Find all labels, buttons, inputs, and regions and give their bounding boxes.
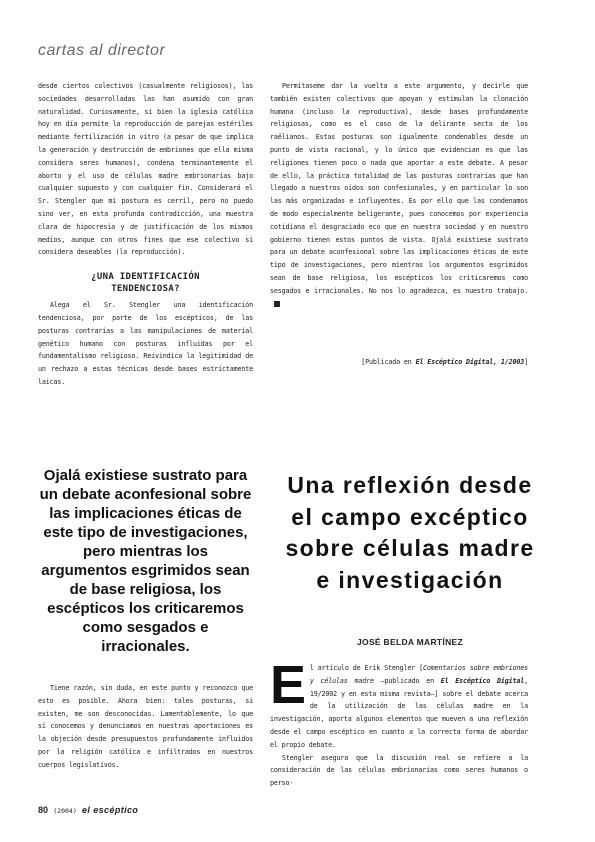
body-paragraph: Alega el Sr. Stengler una identificación tendenciosa, por parte de los escépticos, de las posturas contrarias a las manipulaciones de material genético humano con posturas influidas por el fundamentalismo religioso. Reivindica la legitimidad de un rechazo a estas técnicas desde bases estrictamente laicas.: [38, 301, 253, 386]
drop-cap: E: [270, 655, 306, 715]
citation-suffix: ]: [524, 358, 528, 366]
end-of-article-icon: [274, 301, 280, 307]
intro-source: El Escéptico Digital: [440, 676, 525, 685]
citation-source: El Escéptico Digital, 1/2003: [415, 358, 525, 366]
author-byline: JOSÉ BELDA MARTÍNEZ: [357, 637, 463, 647]
footer-year: (2004): [53, 807, 77, 815]
section-header: cartas al director: [38, 42, 166, 59]
body-paragraph: Tiene razón, sin duda, en este punto y reconozco que esto es posible. Ahora bien: tales posturas, si existen, me son desconocidas. Lamentablemente, lo que sí conocemos y denunciamos en nuestras aportaciones es la objeción desde presupuestos profundamente influidos por la religión católica e infiltrados en nuestros cuerpos legislativos.: [38, 684, 253, 769]
body-paragraph: [270, 80, 528, 310]
magazine-name: el escéptico: [82, 805, 139, 815]
left-column-top: [38, 80, 253, 389]
subheading: [38, 271, 253, 295]
citation: [270, 356, 528, 369]
body-paragraph: Stengler asegura que la discusión real se refiere a la consideración de las células embrionarias como seres humanos o perso-: [270, 753, 528, 788]
article-intro: [270, 655, 528, 752]
intro-text: , 19/2002 y en esta misma revista–] sobre el debate acerca de la utilización de las células madre en la investigación, aporta algunos elementos que mueven a una reflexión desde el campo escéptico en cuanto a la correcta forma de abordar el propio debate.: [270, 676, 528, 749]
page-number: 80: [38, 805, 49, 815]
subheading-line: ¿UNA IDENTIFICACIÓN: [91, 272, 200, 283]
citation-prefix: [Publicada en: [361, 358, 416, 366]
body-paragraph: desde ciertos colectivos (casualmente religiosos), las sociedades desarrolladas las han asumido con gran naturalidad. Curiosamente, si bien la iglesia católica hoy en día permite la reproducción de parejas estériles mediante fertilización in vitro (a pesar de que implica la generación y destrucción de embriones que ella misma considera seres humanos), condena terminantemente el aborto y el uso de células madre embrionarias bajo cualquier supuesto y con cualquier fin. Considerará el Sr. Stengler que mi postura es cerril, pero no puedo sino ver, en esta profunda contradicción, una muestra clara de hipocresía y de justificación de los mismos medios, aunque con otros fines que ese colectivo sí considera deseables (la reproducción).: [38, 82, 253, 257]
intro-text: –publicado en: [373, 676, 441, 685]
right-column-top: [270, 80, 528, 310]
body-text: Permítaseme dar la vuelta a este argumento, y decirle que también existen colectivos que apoyan y estimulan la clonación humana (incluso la reproductiva), desde bases profundamente religiosas, como es el caso de la delirante secta de los raëlianos. Estas posturas son igualmente condenables desde un punto de vista racional, y lo único que evidencian es que las religiones tienen poco o nada que aportar a este debate. A pesar de ello, la práctica totalidad de las posturas contrarias que han llegado a nuestros oídos son confesionales, y en particular lo son las más organizadas e influyentes. Es por ello que las condenamos de modo especialmente beligerante, pues conocemos por experiencia cotidiana el desgraciado eco que en nuestra sociedad y en nuestro gobierno tienen estos puntos de vista. Ojalá existiese sustrato para un debate aconfesional sobre las implicaciones éticas de este tipo de investigaciones, pero mientras los argumentos esgrimidos sean de base religiosa, los escépticos los criticaremos como sesgados e irracionales. No nos lo agradezca, es nuestro trabajo.: [270, 82, 528, 295]
subheading-line: TENDENCIOSA?: [111, 284, 180, 295]
article-title: Una reflexión desde el campo excéptico sobre células madre e investigación: [285, 472, 535, 593]
page-footer: [38, 805, 138, 815]
pull-quote: Ojalá existiese sustrato para un debate aconfesional sobre las implicaciones éticas de este tipo de investigaciones, pero mientras los argumentos esgrimidos sean de base religiosa, los escépticos los criticaremos como sesgados e irracionales.: [39, 467, 252, 655]
left-column-bottom: [38, 682, 253, 772]
right-column-bottom: [270, 655, 528, 790]
intro-text: l artículo de Erik Stengler [: [309, 664, 424, 672]
intro-reference-title: Comentarios sobre embriones y células madre: [309, 664, 528, 685]
